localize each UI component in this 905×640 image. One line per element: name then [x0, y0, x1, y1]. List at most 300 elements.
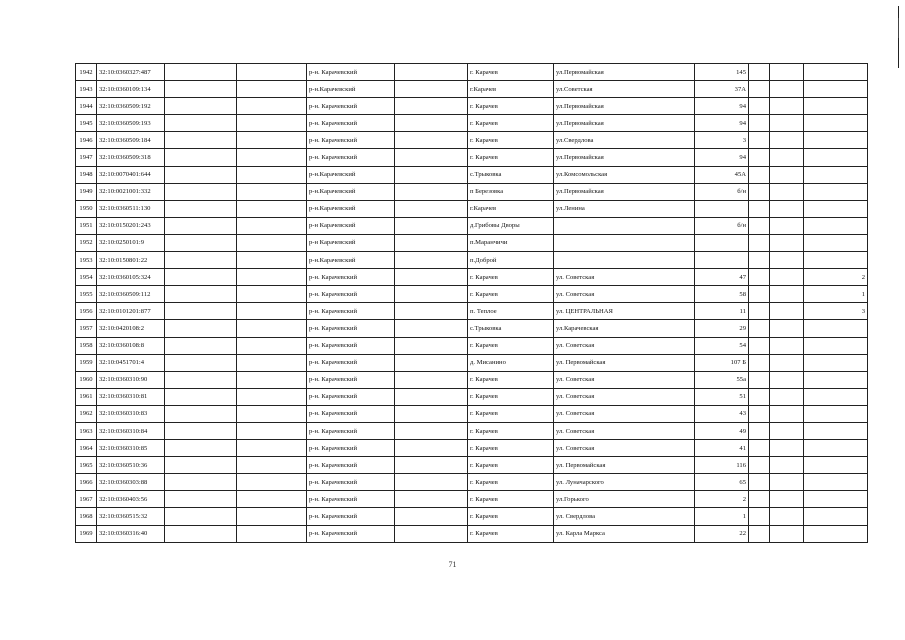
locality-cell: г. Карачев	[468, 371, 554, 388]
row-number-cell: 1953	[76, 252, 97, 269]
row-number-cell: 1969	[76, 525, 97, 542]
house-number-cell	[695, 252, 749, 269]
empty-cell	[770, 320, 804, 337]
empty-cell	[770, 405, 804, 422]
street-cell: ул. Советская	[554, 337, 695, 354]
house-number-cell: 43	[695, 405, 749, 422]
row-number-cell: 1966	[76, 474, 97, 491]
locality-cell: г. Карачев	[468, 422, 554, 439]
row-number-cell: 1943	[76, 81, 97, 98]
district-cell: р-н. Карачевский	[307, 115, 395, 132]
empty-cell	[749, 303, 770, 320]
extra-value-cell	[804, 149, 868, 166]
empty-cell	[395, 354, 468, 371]
table-row	[76, 81, 868, 98]
empty-cell	[165, 320, 237, 337]
empty-cell	[237, 491, 307, 508]
locality-cell: с.Трыковка	[468, 320, 554, 337]
house-number-cell: 94	[695, 115, 749, 132]
house-number-cell: б/н	[695, 183, 749, 200]
district-cell: р-н. Карачевский	[307, 371, 395, 388]
house-number-cell	[695, 234, 749, 251]
locality-cell: с.Трыковка	[468, 166, 554, 183]
cadastral-number-cell: 32:10:0360509:112	[97, 286, 165, 303]
row-number-cell: 1964	[76, 440, 97, 457]
empty-cell	[770, 132, 804, 149]
row-number-cell: 1947	[76, 149, 97, 166]
locality-cell: г. Карачев	[468, 388, 554, 405]
locality-cell: г.Карачев	[468, 81, 554, 98]
empty-cell	[165, 508, 237, 525]
house-number-cell: 41	[695, 440, 749, 457]
extra-value-cell	[804, 217, 868, 234]
locality-cell: п Березовка	[468, 183, 554, 200]
district-cell: р-н. Карачевский	[307, 269, 395, 286]
table-row	[76, 132, 868, 149]
district-cell: р-н. Карачевский	[307, 457, 395, 474]
locality-cell: г. Карачев	[468, 149, 554, 166]
empty-cell	[770, 303, 804, 320]
street-cell: ул.Ленина	[554, 200, 695, 217]
empty-cell	[749, 98, 770, 115]
empty-cell	[165, 303, 237, 320]
district-cell: р-н. Карачевский	[307, 320, 395, 337]
empty-cell	[237, 286, 307, 303]
extra-value-cell	[804, 98, 868, 115]
row-number-cell: 1944	[76, 98, 97, 115]
row-number-cell: 1951	[76, 217, 97, 234]
empty-cell	[395, 115, 468, 132]
district-cell: р-н. Карачевский	[307, 508, 395, 525]
street-cell: ул.Первомайская	[554, 115, 695, 132]
locality-cell: п. Теплое	[468, 303, 554, 320]
table-row	[76, 252, 868, 269]
house-number-cell: 145	[695, 64, 749, 81]
street-cell: ул.Комсомольская	[554, 166, 695, 183]
cadastral-number-cell: 32:10:0360403:56	[97, 491, 165, 508]
empty-cell	[237, 132, 307, 149]
empty-cell	[237, 115, 307, 132]
locality-cell: г. Карачев	[468, 286, 554, 303]
empty-cell	[395, 440, 468, 457]
cadastral-number-cell: 32:10:0360316:40	[97, 525, 165, 542]
district-cell: р-н.Карачевский	[307, 183, 395, 200]
row-number-cell: 1965	[76, 457, 97, 474]
empty-cell	[749, 320, 770, 337]
empty-cell	[395, 81, 468, 98]
cadastral-number-cell: 32:10:0420108:2	[97, 320, 165, 337]
street-cell: ул. Советская	[554, 269, 695, 286]
empty-cell	[749, 81, 770, 98]
empty-cell	[395, 474, 468, 491]
street-cell	[554, 252, 695, 269]
row-number-cell: 1961	[76, 388, 97, 405]
locality-cell: д. Мисанино	[468, 354, 554, 371]
house-number-cell: 51	[695, 388, 749, 405]
district-cell: р-н. Карачевский	[307, 286, 395, 303]
empty-cell	[749, 354, 770, 371]
empty-cell	[395, 200, 468, 217]
district-cell: р-н. Карачевский	[307, 132, 395, 149]
street-cell	[554, 217, 695, 234]
empty-cell	[749, 234, 770, 251]
empty-cell	[237, 320, 307, 337]
cadastral-number-cell: 32:10:0360509:192	[97, 98, 165, 115]
table-row	[76, 183, 868, 200]
empty-cell	[165, 491, 237, 508]
cadastral-number-cell: 32:10:0360327:487	[97, 64, 165, 81]
table-row	[76, 337, 868, 354]
cadastral-number-cell: 32:10:0150801:22	[97, 252, 165, 269]
locality-cell: г. Карачев	[468, 132, 554, 149]
empty-cell	[770, 474, 804, 491]
empty-cell	[770, 286, 804, 303]
empty-cell	[395, 525, 468, 542]
empty-cell	[165, 337, 237, 354]
empty-cell	[395, 457, 468, 474]
district-cell: р-н.Карачевский	[307, 81, 395, 98]
street-cell: ул.Первомайская	[554, 64, 695, 81]
row-number-cell: 1962	[76, 405, 97, 422]
empty-cell	[749, 388, 770, 405]
cadastral-number-cell: 32:10:0360105:324	[97, 269, 165, 286]
district-cell: р-н.Карачевский	[307, 252, 395, 269]
street-cell: ул.Первомайская	[554, 98, 695, 115]
empty-cell	[749, 132, 770, 149]
page-number: 71	[448, 560, 457, 569]
table-row	[76, 234, 868, 251]
table-row	[76, 303, 868, 320]
empty-cell	[749, 166, 770, 183]
extra-value-cell	[804, 354, 868, 371]
table-row	[76, 491, 868, 508]
extra-value-cell	[804, 252, 868, 269]
district-cell: р-н. Карачевский	[307, 149, 395, 166]
cadastral-number-cell: 32:10:0360515:32	[97, 508, 165, 525]
empty-cell	[770, 457, 804, 474]
district-cell: р-н Карачевский	[307, 234, 395, 251]
row-number-cell: 1968	[76, 508, 97, 525]
empty-cell	[237, 217, 307, 234]
extra-value-cell	[804, 132, 868, 149]
extra-value-cell	[804, 320, 868, 337]
empty-cell	[770, 183, 804, 200]
district-cell: р-н. Карачевский	[307, 337, 395, 354]
empty-cell	[395, 320, 468, 337]
scan-edge-mark	[898, 18, 899, 38]
empty-cell	[770, 166, 804, 183]
empty-cell	[770, 115, 804, 132]
cadastral-number-cell: 32:10:0150201:243	[97, 217, 165, 234]
cadastral-number-cell: 32:10:0360108:8	[97, 337, 165, 354]
district-cell: р-н. Карачевский	[307, 354, 395, 371]
row-number-cell: 1942	[76, 64, 97, 81]
empty-cell	[395, 337, 468, 354]
empty-cell	[237, 234, 307, 251]
row-number-cell: 1945	[76, 115, 97, 132]
empty-cell	[165, 405, 237, 422]
district-cell: р-н. Карачевский	[307, 525, 395, 542]
street-cell: ул.Советская	[554, 81, 695, 98]
empty-cell	[770, 64, 804, 81]
empty-cell	[770, 371, 804, 388]
table-row	[76, 286, 868, 303]
street-cell: ул.Первомайская	[554, 183, 695, 200]
empty-cell	[165, 132, 237, 149]
locality-cell: п.Маранчичи	[468, 234, 554, 251]
extra-value-cell	[804, 457, 868, 474]
cadastral-number-cell: 32:10:0451701:4	[97, 354, 165, 371]
street-cell	[554, 234, 695, 251]
empty-cell	[770, 217, 804, 234]
cadastral-number-cell: 32:10:0360509:184	[97, 132, 165, 149]
row-number-cell: 1967	[76, 491, 97, 508]
empty-cell	[165, 252, 237, 269]
empty-cell	[395, 269, 468, 286]
empty-cell	[749, 491, 770, 508]
district-cell: р-н. Карачевский	[307, 98, 395, 115]
empty-cell	[770, 269, 804, 286]
district-cell: р-н.Карачевский	[307, 166, 395, 183]
row-number-cell: 1949	[76, 183, 97, 200]
row-number-cell: 1959	[76, 354, 97, 371]
empty-cell	[237, 200, 307, 217]
extra-value-cell	[804, 525, 868, 542]
empty-cell	[749, 405, 770, 422]
district-cell: р-н. Карачевский	[307, 474, 395, 491]
extra-value-cell	[804, 474, 868, 491]
empty-cell	[165, 422, 237, 439]
house-number-cell: 29	[695, 320, 749, 337]
empty-cell	[237, 422, 307, 439]
street-cell: ул. ЦЕНТРАЛЬНАЯ	[554, 303, 695, 320]
registry-table-body	[76, 64, 868, 543]
table-row	[76, 508, 868, 525]
empty-cell	[165, 200, 237, 217]
extra-value-cell	[804, 64, 868, 81]
house-number-cell	[695, 200, 749, 217]
empty-cell	[770, 337, 804, 354]
empty-cell	[749, 440, 770, 457]
empty-cell	[237, 149, 307, 166]
house-number-cell: 107 Б	[695, 354, 749, 371]
empty-cell	[770, 354, 804, 371]
district-cell: р-н Карачевский	[307, 217, 395, 234]
empty-cell	[395, 183, 468, 200]
empty-cell	[770, 422, 804, 439]
row-number-cell: 1952	[76, 234, 97, 251]
table-row	[76, 440, 868, 457]
row-number-cell: 1948	[76, 166, 97, 183]
locality-cell: г. Карачев	[468, 440, 554, 457]
empty-cell	[770, 200, 804, 217]
empty-cell	[395, 405, 468, 422]
extra-value-cell	[804, 371, 868, 388]
cadastral-number-cell: 32:10:0360511:130	[97, 200, 165, 217]
table-row	[76, 217, 868, 234]
empty-cell	[749, 183, 770, 200]
empty-cell	[749, 200, 770, 217]
empty-cell	[237, 98, 307, 115]
street-cell: ул. Первомайская	[554, 354, 695, 371]
cadastral-number-cell: 32:10:0250101:9	[97, 234, 165, 251]
empty-cell	[165, 457, 237, 474]
empty-cell	[749, 269, 770, 286]
extra-value-cell	[804, 422, 868, 439]
empty-cell	[395, 371, 468, 388]
extra-value-cell	[804, 337, 868, 354]
extra-value-cell	[804, 166, 868, 183]
empty-cell	[237, 81, 307, 98]
empty-cell	[165, 474, 237, 491]
locality-cell: г. Карачев	[468, 457, 554, 474]
table-row	[76, 371, 868, 388]
extra-value-cell: 2	[804, 269, 868, 286]
empty-cell	[749, 474, 770, 491]
street-cell: ул.Первомайская	[554, 149, 695, 166]
empty-cell	[395, 491, 468, 508]
empty-cell	[237, 337, 307, 354]
table-row	[76, 354, 868, 371]
empty-cell	[237, 371, 307, 388]
empty-cell	[770, 81, 804, 98]
table-row	[76, 405, 868, 422]
empty-cell	[237, 269, 307, 286]
empty-cell	[395, 422, 468, 439]
empty-cell	[237, 440, 307, 457]
empty-cell	[749, 149, 770, 166]
district-cell: р-н. Карачевский	[307, 303, 395, 320]
table-row	[76, 457, 868, 474]
table-row	[76, 388, 868, 405]
empty-cell	[749, 217, 770, 234]
empty-cell	[395, 149, 468, 166]
empty-cell	[770, 525, 804, 542]
empty-cell	[165, 64, 237, 81]
house-number-cell: 45А	[695, 166, 749, 183]
house-number-cell: 1	[695, 508, 749, 525]
empty-cell	[165, 269, 237, 286]
extra-value-cell	[804, 200, 868, 217]
street-cell: ул. Советская	[554, 405, 695, 422]
empty-cell	[770, 491, 804, 508]
empty-cell	[749, 508, 770, 525]
empty-cell	[749, 115, 770, 132]
empty-cell	[237, 166, 307, 183]
empty-cell	[395, 234, 468, 251]
empty-cell	[395, 132, 468, 149]
district-cell: р-н. Карачевский	[307, 422, 395, 439]
street-cell: ул. Карла Маркса	[554, 525, 695, 542]
empty-cell	[749, 422, 770, 439]
empty-cell	[395, 166, 468, 183]
locality-cell: г. Карачев	[468, 337, 554, 354]
empty-cell	[770, 388, 804, 405]
street-cell: ул. Советская	[554, 440, 695, 457]
district-cell: р-н. Карачевский	[307, 388, 395, 405]
extra-value-cell	[804, 388, 868, 405]
empty-cell	[237, 508, 307, 525]
house-number-cell: 22	[695, 525, 749, 542]
empty-cell	[237, 354, 307, 371]
row-number-cell: 1960	[76, 371, 97, 388]
table-row	[76, 320, 868, 337]
extra-value-cell	[804, 183, 868, 200]
empty-cell	[395, 98, 468, 115]
empty-cell	[395, 252, 468, 269]
table-row	[76, 525, 868, 542]
house-number-cell: 54	[695, 337, 749, 354]
table-row	[76, 149, 868, 166]
locality-cell: г. Карачев	[468, 474, 554, 491]
empty-cell	[395, 286, 468, 303]
row-number-cell: 1957	[76, 320, 97, 337]
empty-cell	[237, 474, 307, 491]
table-row	[76, 166, 868, 183]
empty-cell	[770, 252, 804, 269]
extra-value-cell	[804, 405, 868, 422]
empty-cell	[749, 371, 770, 388]
extra-value-cell	[804, 81, 868, 98]
locality-cell: г. Карачев	[468, 525, 554, 542]
table-row	[76, 474, 868, 491]
street-cell: ул. Первомайская	[554, 457, 695, 474]
house-number-cell: 55а	[695, 371, 749, 388]
empty-cell	[165, 371, 237, 388]
empty-cell	[165, 81, 237, 98]
house-number-cell: 11	[695, 303, 749, 320]
house-number-cell: 94	[695, 98, 749, 115]
district-cell: р-н. Карачевский	[307, 440, 395, 457]
empty-cell	[395, 217, 468, 234]
extra-value-cell	[804, 440, 868, 457]
cadastral-number-cell: 32:10:0021001:332	[97, 183, 165, 200]
empty-cell	[165, 234, 237, 251]
cadastral-number-cell: 32:10:0360310:83	[97, 405, 165, 422]
locality-cell: г. Карачев	[468, 405, 554, 422]
table-row	[76, 422, 868, 439]
cadastral-number-cell: 32:10:0360109:134	[97, 81, 165, 98]
district-cell: р-н.Карачевский	[307, 200, 395, 217]
table-row	[76, 98, 868, 115]
empty-cell	[237, 388, 307, 405]
empty-cell	[237, 525, 307, 542]
house-number-cell: б/н	[695, 217, 749, 234]
locality-cell: г. Карачев	[468, 64, 554, 81]
empty-cell	[165, 98, 237, 115]
row-number-cell: 1956	[76, 303, 97, 320]
cadastral-number-cell: 32:10:0360510:36	[97, 457, 165, 474]
house-number-cell: 94	[695, 149, 749, 166]
row-number-cell: 1946	[76, 132, 97, 149]
empty-cell	[749, 286, 770, 303]
extra-value-cell	[804, 508, 868, 525]
cadastral-number-cell: 32:10:0101201:877	[97, 303, 165, 320]
empty-cell	[395, 303, 468, 320]
locality-cell: г. Карачев	[468, 269, 554, 286]
empty-cell	[770, 98, 804, 115]
street-cell: ул. Свердлова	[554, 508, 695, 525]
empty-cell	[165, 525, 237, 542]
empty-cell	[770, 508, 804, 525]
house-number-cell: 47	[695, 269, 749, 286]
district-cell: р-н. Карачевский	[307, 491, 395, 508]
locality-cell: г. Карачев	[468, 491, 554, 508]
empty-cell	[237, 64, 307, 81]
extra-value-cell	[804, 234, 868, 251]
district-cell: р-н. Карачевский	[307, 64, 395, 81]
extra-value-cell: 3	[804, 303, 868, 320]
